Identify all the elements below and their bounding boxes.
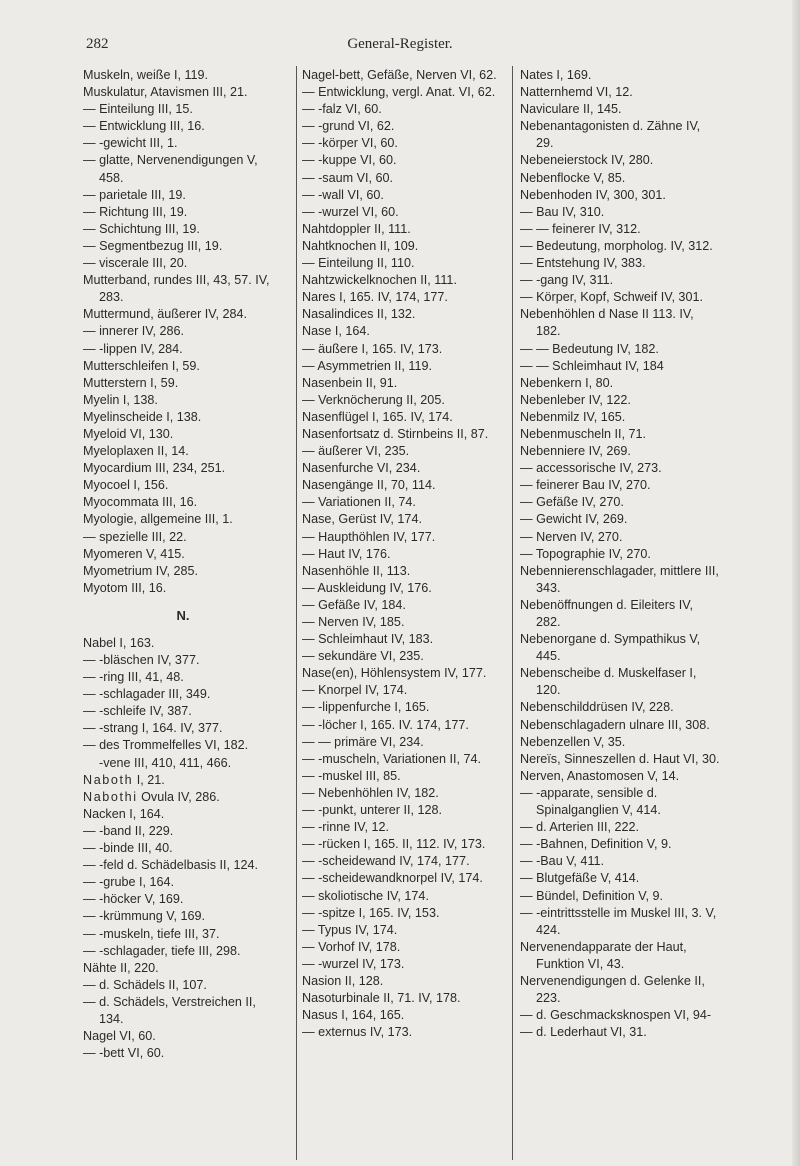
index-entry: Nebenhoden IV, 300, 301. (520, 187, 666, 202)
index-entry: Nasengänge II, 70, 114. (302, 478, 436, 493)
index-entry: — -scheidewandknorpel IV, 174. (302, 871, 483, 886)
running-title: General-Register. (347, 36, 453, 52)
index-entry: — spezielle III, 22. (83, 529, 187, 544)
index-entry: Myocommata III, 16. (83, 495, 198, 510)
index-entry: — Körper, Kopf, Schweif IV, 301. (520, 290, 703, 305)
index-entry: — -höcker V, 169. (83, 892, 184, 907)
index-entry: Nahtdoppler II, 111. (302, 221, 411, 236)
index-entry: — Auskleidung IV, 176. (302, 580, 432, 595)
index-entry: — -grund VI, 62. (302, 119, 395, 134)
index-entry: Nebeneierstock IV, 280. (520, 153, 654, 168)
index-entry: — Haut IV, 176. (302, 546, 391, 561)
index-entry: Nase(en), Höhlensystem IV, 177. (302, 666, 487, 681)
index-entry: — Einteilung III, 15. (83, 102, 193, 117)
index-entry: — -eintrittsstelle im Muskel III, 3. V, 424. (520, 905, 720, 937)
index-entry: — skoliotische IV, 174. (302, 888, 429, 903)
index-entry: — Einteilung II, 110. (302, 256, 415, 271)
index-entry: — parietale III, 19. (83, 187, 186, 202)
index-entry: — d. Arterien III, 222. (520, 820, 640, 835)
index-entry: Nebenleber IV, 122. (520, 392, 631, 407)
index-entry: — äußere I, 165. IV, 173. (302, 341, 443, 356)
index-entry: Nase, Gerüst IV, 174. (302, 512, 422, 527)
index-entry: — -Bahnen, Definition V, 9. (520, 837, 672, 852)
index-entry: — viscerale III, 20. (83, 256, 188, 271)
entry-reference: I, 21. (133, 772, 165, 787)
index-entry: — Verknöcherung II, 205. (302, 392, 445, 407)
index-entry: — glatte, Nervenendigungen V, 458. (83, 153, 262, 185)
index-entry: Muskulatur, Atavismen III, 21. (83, 85, 248, 100)
index-entry: Myometrium IV, 285. (83, 563, 199, 578)
index-entry: — Bau IV, 310. (520, 204, 605, 219)
page-header (60, 36, 740, 58)
index-entry: Myocardium III, 234, 251. (83, 461, 226, 476)
index-entry: Myomeren V, 415. (83, 546, 185, 561)
index-entry: Nasenfurche VI, 234. (302, 461, 421, 476)
index-entry: Myelinscheide I, 138. (83, 409, 202, 424)
index-entry: — Nebenhöhlen IV, 182. (302, 785, 439, 800)
column-divider-1 (296, 66, 297, 1160)
index-entry: — -rücken I, 165. II, 112. IV, 173. (302, 837, 486, 852)
index-entry: — Typus IV, 174. (302, 922, 398, 937)
index-entry: — -schlagader, tiefe III, 298. (83, 943, 241, 958)
page-number: 282 (86, 36, 109, 52)
index-entry: — -schleife IV, 387. (83, 704, 192, 719)
index-entry (83, 789, 283, 806)
index-entry: Nebenscheibe d. Muskelfaser I, 120. (520, 666, 700, 698)
index-entry: — des Trommelfelles VI, 182. (83, 738, 249, 753)
index-entry (83, 772, 283, 789)
index-entry: — -wall VI, 60. (302, 187, 384, 202)
index-entry: — Nerven IV, 270. (520, 529, 623, 544)
index-entry: Nasenfortsatz d. Stirnbeins II, 87. (302, 426, 489, 441)
index-entry: Myeloid VI, 130. (83, 426, 174, 441)
index-subentry: -vene III, 410, 411, 466. (99, 755, 232, 770)
index-entry: — Schichtung III, 19. (83, 221, 200, 236)
index-entry: Nates I, 169. (520, 68, 592, 82)
index-entry: — Blutgefäße V, 414. (520, 871, 640, 886)
column-divider-2 (512, 66, 513, 1160)
index-entry: Nervenendigungen d. Gelenke II, 223. (520, 973, 709, 1006)
entry-name-spaced: Naboth (83, 772, 134, 787)
index-entry: — -muskel III, 85. (302, 768, 401, 783)
index-entry: Nasus I, 164, 165. (302, 1008, 405, 1023)
index-entry: — -bett VI, 60. (83, 1046, 165, 1061)
index-entry: — -gewicht III, 1. (83, 136, 178, 151)
index-entry: Nasoturbinale II, 71. IV, 178. (302, 991, 461, 1006)
index-entry: Nasion II, 128. (302, 973, 384, 988)
index-entry: Nereïs, Sinneszellen d. Haut VI, 30. (520, 751, 720, 766)
index-entry: — -apparate, sensible d. Spinalganglien V, 414. (520, 785, 661, 818)
index-column-3 (520, 67, 723, 1041)
index-entry: Nebenmuscheln II, 71. (520, 426, 647, 441)
index-entry: Nebenmilz IV, 165. (520, 409, 626, 424)
index-entry: — Nerven IV, 185. (302, 615, 405, 629)
index-entry: Nebennierenschlagader, mittlere III, 343. (520, 563, 723, 595)
index-entry: Muskeln, weiße I, 119. (83, 68, 209, 82)
index-entry: — Vorhof IV, 178. (302, 939, 401, 954)
index-entry: Myocoel I, 156. (83, 478, 169, 493)
index-entry: Mutterstern I, 59. (83, 375, 179, 390)
index-entry: Nebenorgane d. Sympathikus V, 445. (520, 632, 704, 664)
index-entry: Nacken I, 164. (83, 806, 165, 821)
index-entry: — — Bedeutung IV, 182. (520, 341, 659, 356)
index-entry: — -muscheln, Variationen II, 74. (302, 751, 481, 766)
index-entry: — sekundäre VI, 235. (302, 649, 424, 664)
index-entry: — -spitze I, 165. IV, 153. (302, 905, 440, 920)
index-entry: — -rinne IV, 12. (302, 820, 390, 835)
entry-reference: Ovula IV, 286. (137, 789, 220, 804)
index-entry: Nebenöffnungen d. Eileiters IV, 282. (520, 597, 697, 629)
index-entry: — -wurzel VI, 60. (302, 204, 399, 219)
index-entry: — -saum VI, 60. (302, 170, 393, 185)
index-entry: — Schleimhaut IV, 183. (302, 632, 434, 647)
index-column-1 (83, 67, 283, 1062)
index-entry: Mutterschleifen I, 59. (83, 358, 200, 373)
section-letter-heading: N. (176, 607, 190, 623)
index-entry: Nebenschilddrüsen IV, 228. (520, 700, 674, 715)
index-entry: — Topographie IV, 270. (520, 546, 651, 561)
index-entry: — — primäre VI, 234. (302, 734, 424, 749)
index-entry: — Entstehung IV, 383. (520, 256, 646, 271)
index-entry: Myotom III, 16. (83, 580, 167, 595)
index-entry: — -löcher I, 165. IV. 174, 177. (302, 717, 469, 732)
index-entry: — Gewicht IV, 269. (520, 512, 628, 527)
entry-name-spaced: Nabothi (83, 789, 138, 804)
index-entry: — Gefäße IV, 270. (520, 495, 624, 510)
index-entry: — -wurzel IV, 173. (302, 956, 405, 971)
index-entry: Nebenantagonisten d. Zähne IV, 29. (520, 119, 704, 151)
index-entry: — -krümmung V, 169. (83, 909, 206, 924)
page-edge (792, 0, 800, 1166)
index-entry: — Entwicklung, vergl. Anat. VI, 62. (302, 85, 496, 100)
index-entry: — Segmentbezug III, 19. (83, 238, 223, 253)
index-entry: Nares I, 165. IV, 174, 177. (302, 290, 448, 305)
index-entry: — -grube I, 164. (83, 875, 175, 890)
index-entry: — -gang IV, 311. (520, 273, 614, 288)
index-entry: — Entwicklung III, 16. (83, 119, 205, 134)
index-entry: — -lippenfurche I, 165. (302, 700, 430, 715)
index-entry: — -falz VI, 60. (302, 102, 382, 117)
index-entry: Nabel I, 163. (83, 635, 155, 650)
index-entry: — -körper VI, 60. (302, 136, 398, 151)
index-entry: — innerer IV, 286. (83, 324, 185, 339)
index-entry: — -lippen IV, 284. (83, 341, 183, 356)
index-entry: Nasalindices II, 132. (302, 307, 416, 322)
index-column-2 (302, 67, 502, 1041)
index-entry: Nase I, 164. (302, 324, 370, 339)
index-entry: — -band II, 229. (83, 823, 174, 838)
index-entry: — Variationen II, 74. (302, 495, 416, 510)
index-entry: — -Bau V, 411. (520, 854, 605, 869)
index-entry: — -schlagader III, 349. (83, 687, 211, 702)
index-entry: Nebenzellen V, 35. (520, 734, 626, 749)
index-entry: — feinerer Bau IV, 270. (520, 478, 651, 493)
index-entry: Nagel-bett, Gefäße, Nerven VI, 62. (302, 68, 497, 82)
index-entry: — -ring III, 41, 48. (83, 670, 184, 685)
index-entry: Nahtzwickelknochen II, 111. (302, 273, 457, 288)
index-entry: Nervenendapparate der Haut, Funktion VI, 43. (520, 939, 691, 971)
index-entry: — Bedeutung, morpholog. IV, 312. (520, 238, 713, 253)
index-entry: — Bündel, Definition V, 9. (520, 888, 664, 903)
index-entry: Nagel VI, 60. (83, 1029, 156, 1044)
index-entry: Muttermund, äußerer IV, 284. (83, 307, 248, 322)
index-entry: — -bläschen IV, 377. (83, 653, 200, 667)
index-entry: — äußerer VI, 235. (302, 444, 410, 459)
index-entry: Myologie, allgemeine III, 1. (83, 512, 233, 527)
index-entry: — — Schleimhaut IV, 184 (520, 358, 664, 373)
index-entry: — Haupthöhlen IV, 177. (302, 529, 436, 544)
index-entry: — accessorische IV, 273. (520, 461, 662, 476)
index-entry: Nähte II, 220. (83, 960, 159, 975)
index-entry: Natternhemd VI, 12. (520, 85, 633, 100)
index-entry: Nebenniere IV, 269. (520, 444, 631, 459)
index-entry: — Knorpel IV, 174. (302, 683, 408, 698)
index-entry: — -muskeln, tiefe III, 37. (83, 926, 220, 941)
index-entry: — -feld d. Schädelbasis II, 124. (83, 858, 259, 873)
index-entry: Nasenflügel I, 165. IV, 174. (302, 409, 453, 424)
index-entry: Nebenkern I, 80. (520, 375, 614, 390)
index-entry: Nebenhöhlen d Nase II 113. IV, 182. (520, 307, 698, 339)
index-entry: — — feinerer IV, 312. (520, 221, 641, 236)
index-entry: — Gefäße IV, 184. (302, 597, 406, 612)
index-entry: — Richtung III, 19. (83, 204, 188, 219)
index-entry: — -scheidewand IV, 174, 177. (302, 854, 470, 869)
index-entry: — -strang I, 164. IV, 377. (83, 721, 223, 736)
index-entry: Nasenbein II, 91. (302, 375, 398, 390)
index-entry: Myelin I, 138. (83, 392, 158, 407)
index-entry: Nahtknochen II, 109. (302, 238, 419, 253)
index-entry: — -binde III, 40. (83, 841, 173, 856)
index-entry: — externus IV, 173. (302, 1025, 413, 1040)
index-entry: — d. Schädels II, 107. (83, 977, 207, 992)
index-entry: — -punkt, unterer II, 128. (302, 803, 443, 818)
index-entry: — d. Schädels, Verstreichen II, 134. (83, 994, 260, 1026)
index-entry: — Asymmetrien II, 119. (302, 358, 432, 373)
index-entry: Naviculare II, 145. (520, 102, 622, 117)
index-entry: — -kuppe VI, 60. (302, 153, 397, 168)
index-entry: Myeloplaxen II, 14. (83, 444, 189, 459)
index-entry: Nebenflocke V, 85. (520, 170, 626, 185)
index-entry: Nasenhöhle II, 113. (302, 563, 411, 578)
index-entry: Nebenschlagadern ulnare III, 308. (520, 717, 710, 732)
index-entry: Mutterband, rundes III, 43, 57. IV, 283. (83, 273, 273, 305)
index-entry: — d. Geschmacksknospen VI, 94- (520, 1008, 712, 1023)
index-entry: Nerven, Anastomosen V, 14. (520, 768, 680, 783)
index-entry: — d. Lederhaut VI, 31. (520, 1025, 647, 1040)
